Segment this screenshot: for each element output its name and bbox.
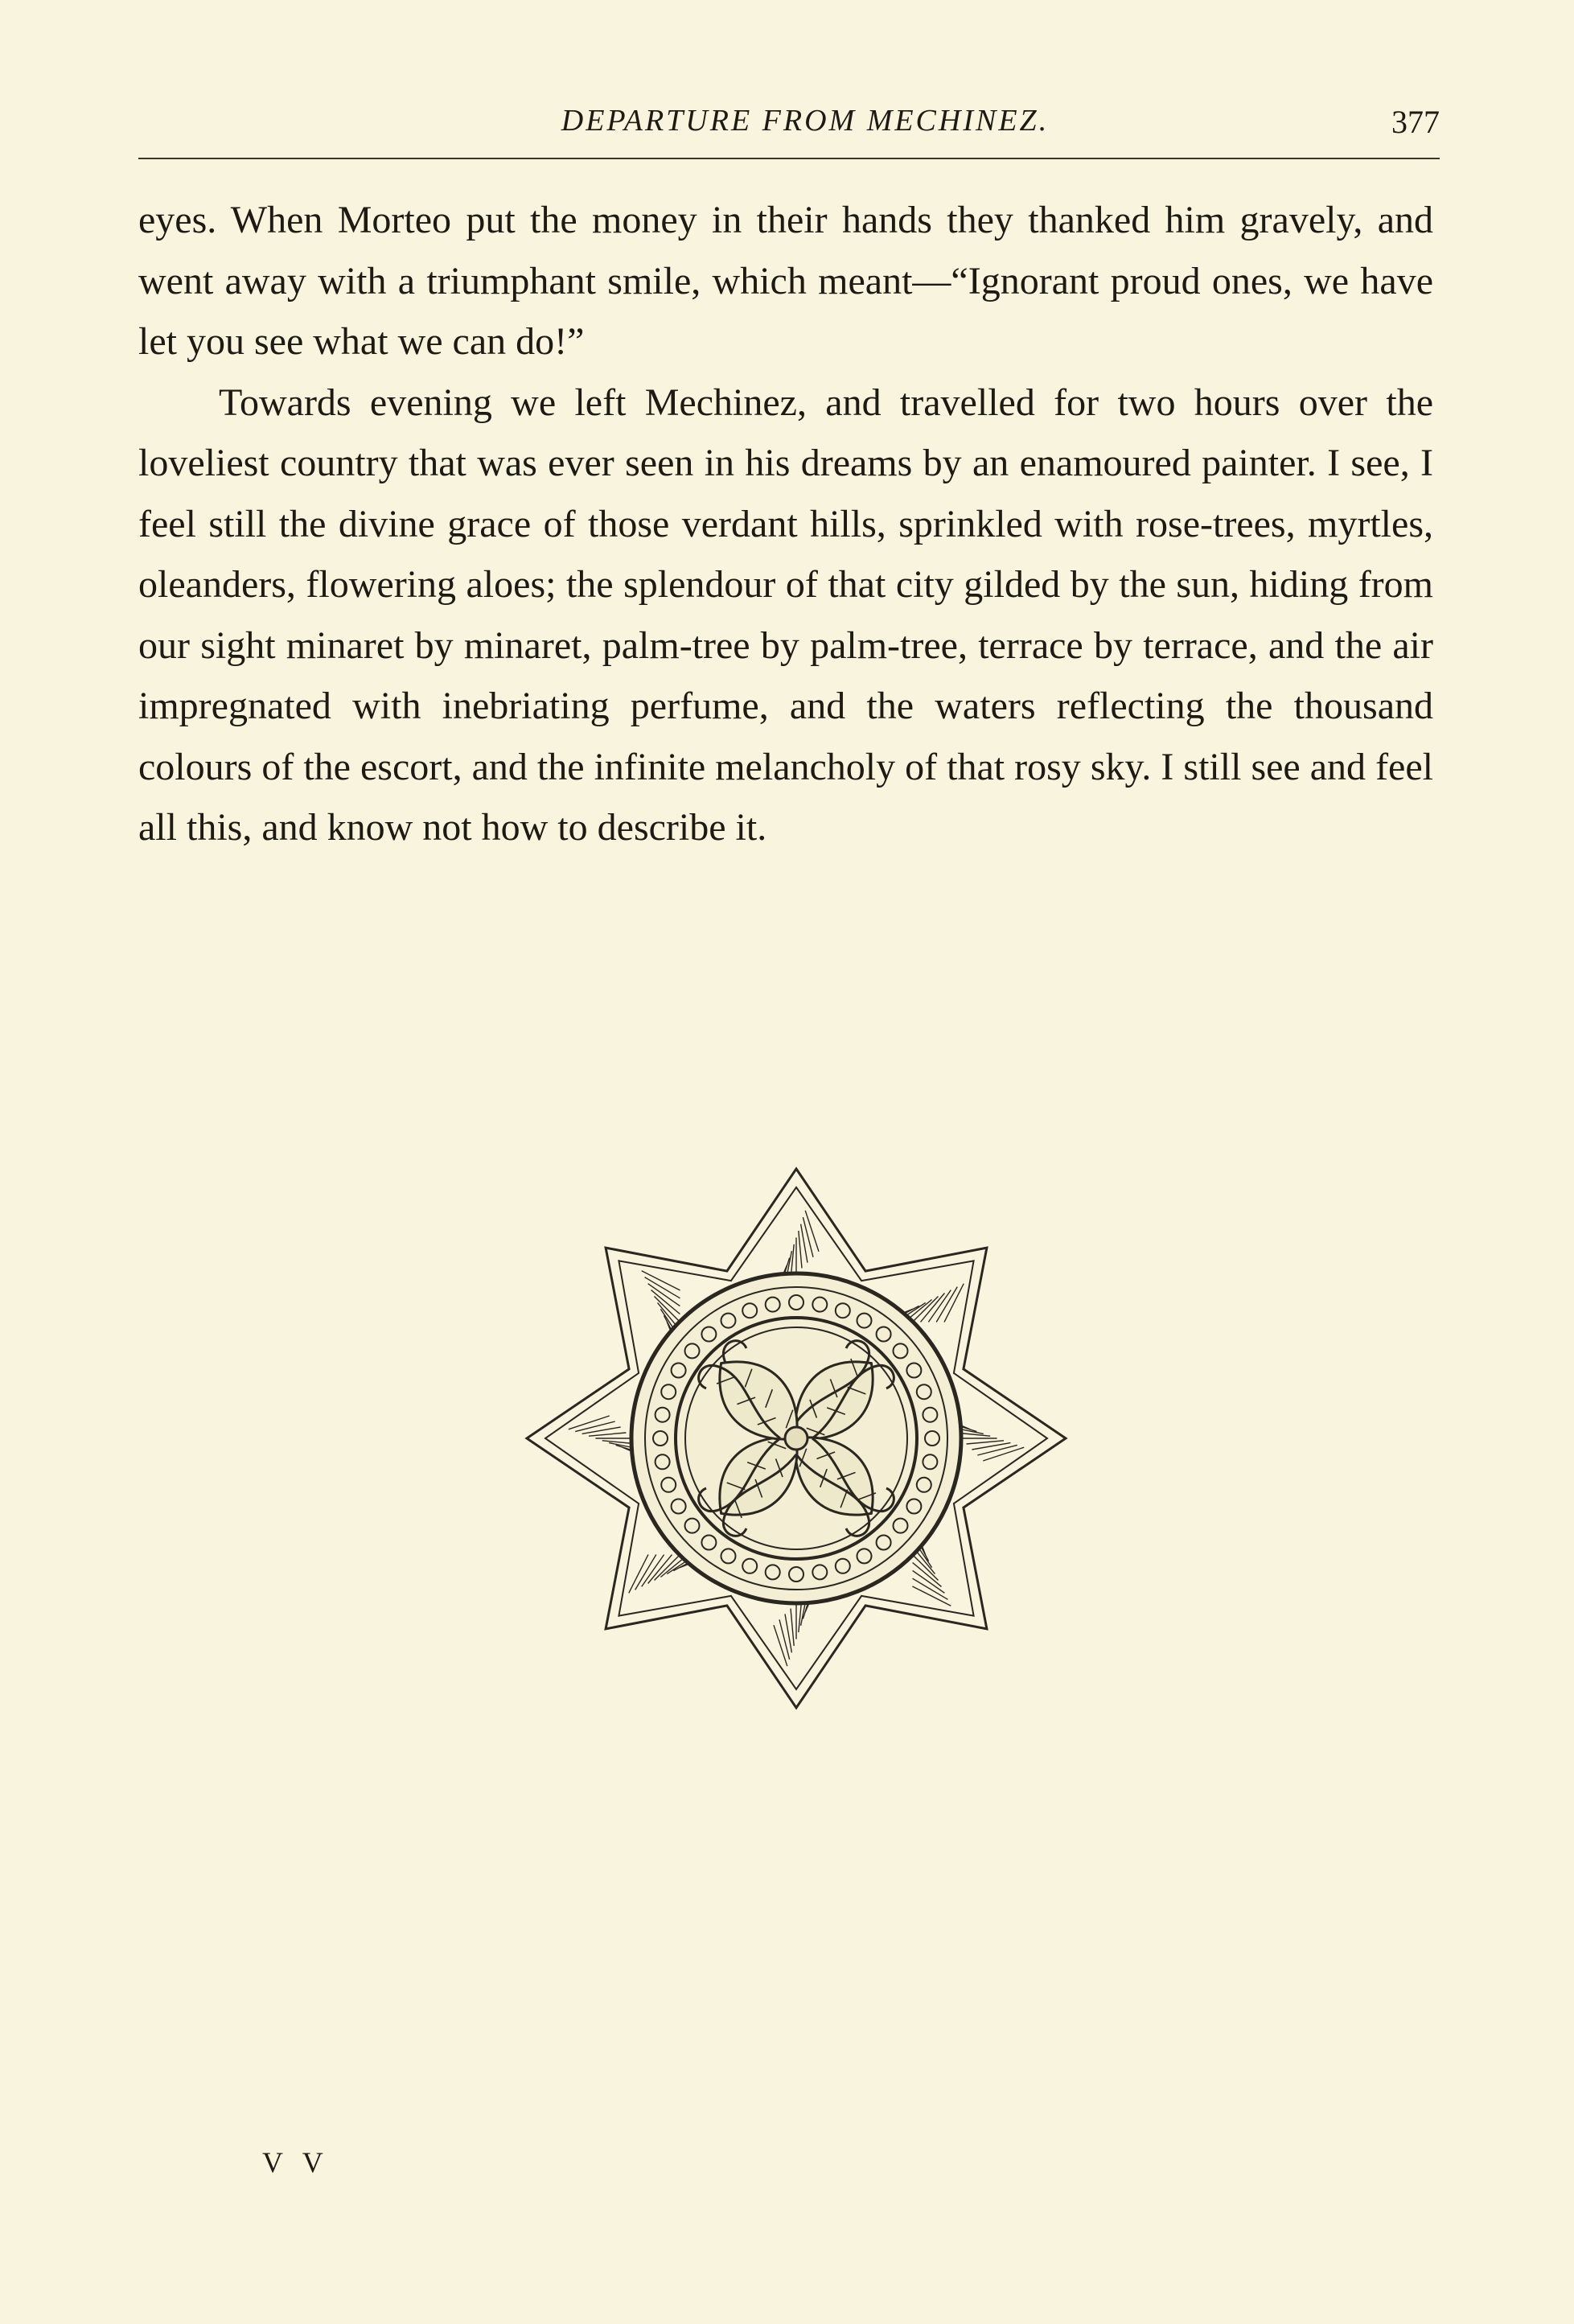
running-title: DEPARTURE FROM MECHINEZ. <box>561 104 1050 138</box>
body-text <box>138 190 1433 858</box>
running-head <box>138 103 1440 151</box>
header-rule <box>138 158 1440 159</box>
signature-mark: V V <box>262 2146 330 2178</box>
paragraph-evening: Towards evening we left Mechinez, and travelled for two hours over the loveliest country that was ever seen in his dreams by an enamoured painter. I see, I feel still the divine grace of those verdant hills, sprinkled with rose-trees, myrtles, oleanders, flowering aloes; the splendour of that city gilded by the sun, hiding from our sight minaret by minaret, palm-tree by palm-tree, terrace by terrace, and the air impregnated with inebriating perfume, and the waters reflecting the thousand colours of the escort, and the infinite melancholy of that rosy sky. I still see and feel all this, and know not how to describe it. <box>138 380 1433 849</box>
page-number: 377 <box>1391 104 1440 140</box>
eight-pointed-star-ornament-icon <box>523 1157 1070 1720</box>
paragraph-continuation: eyes. When Morteo put the money in their hands they thanked him gravely, and went away with a triumphant smile, which meant—“Ignorant proud ones, we have let you see what we can do!” <box>138 199 1433 363</box>
